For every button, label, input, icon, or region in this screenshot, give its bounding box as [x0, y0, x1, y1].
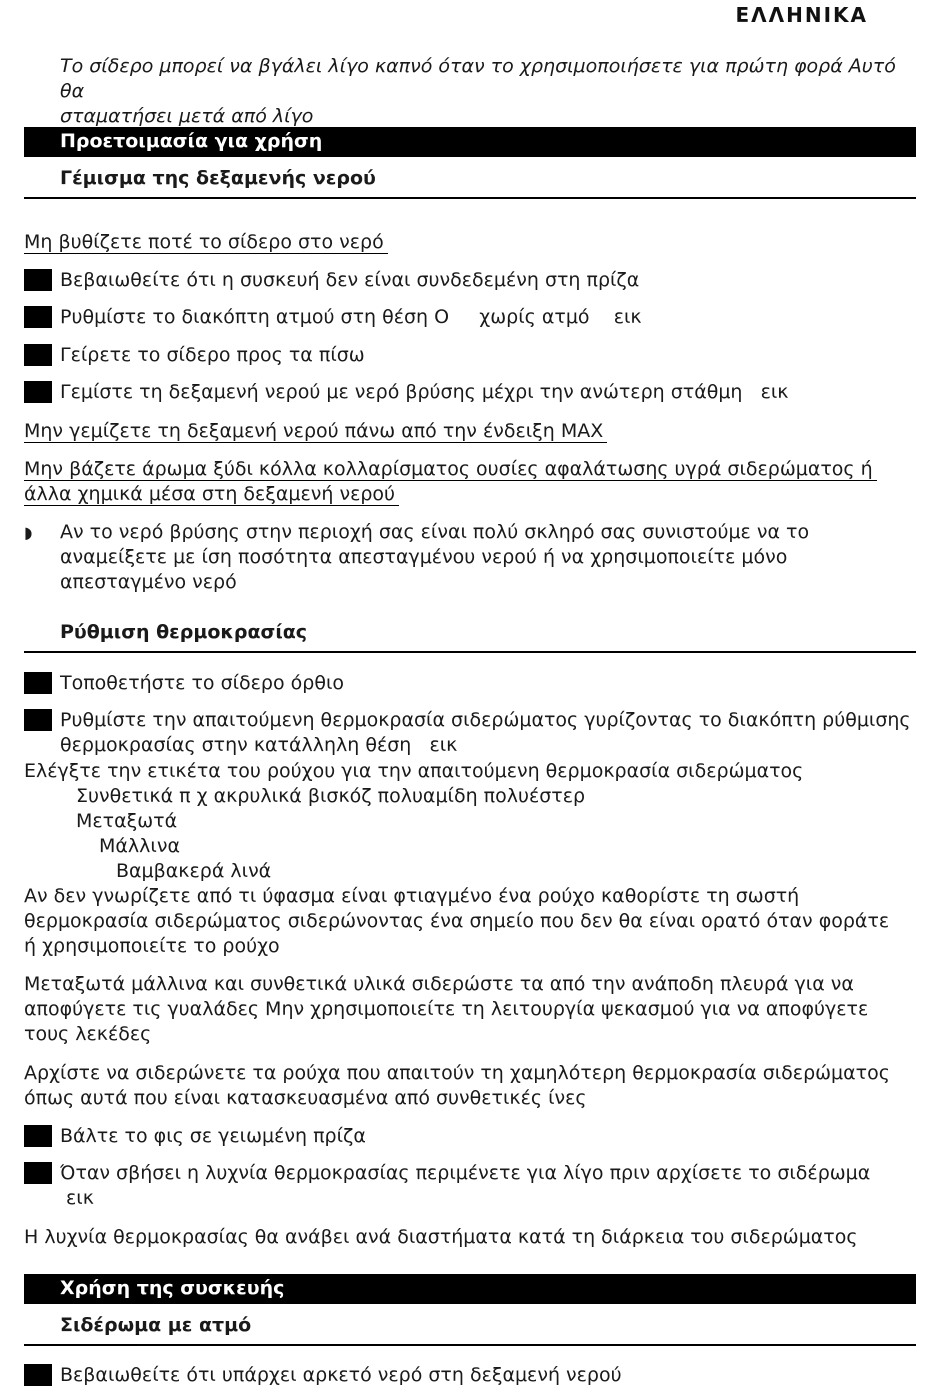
step-text: Τοποθετήστε το σίδερο όρθιο [60, 672, 345, 694]
note-paragraph [24, 1225, 916, 1250]
step-text: Γεμίστε τη δεξαμενή νερού με νερό βρύσης μέχρι την ανώτερη στάθμη εικ [60, 381, 789, 403]
step-text: Ρυθμίστε την απαιτούμενη θερμοκρασία σιδερώματος γυρίζοντας το διακόπτη ρύθμισης [60, 709, 911, 731]
section-heading-text: Προετοιμασία για χρήση [60, 130, 323, 152]
warning-note [24, 457, 877, 507]
step-marker [24, 306, 52, 328]
step-item [24, 380, 916, 405]
fabric-label-check [24, 759, 916, 884]
paragraph [24, 972, 916, 1047]
paragraph-line: όπως αυτά που είναι κατασκευασμένα από συνθετικές ίνες [24, 1087, 587, 1109]
note-text: Η λυχνία θερμοκρασίας θα ανάβει ανά διαστήματα κατά τη διάρκεια του σιδερώματος [24, 1226, 858, 1248]
tip-line: απεσταγμένο νερό [60, 571, 237, 593]
step-item [24, 671, 916, 696]
intro-line: Το σίδερο μπορεί να βγάλει λίγο καπνό όταν το χρησιμοποιήσετε για πρώτη φορά Αυτό θα [60, 55, 896, 102]
check-label-text: Ελέγξτε την ετικέτα του ρούχου για την απαιτούμενη θερμοκρασία σιδερώματος [24, 760, 804, 782]
step-text: Γείρετε το σίδερο προς τα πίσω [60, 344, 365, 366]
step-item [24, 1124, 916, 1149]
fabric-item: Συνθετικά π χ ακρυλικά βισκόζ πολυαμίδη πολυέστερ [76, 785, 586, 807]
paragraph-line: θερμοκρασία σιδερώματος σιδερώνοντας ένα σημείο που δεν θα είναι ορατό όταν φοράτε [24, 910, 890, 932]
section-heading-preparation [24, 127, 916, 157]
step-item [24, 708, 916, 758]
step-marker [24, 344, 52, 366]
fabric-item: Βαμβακερά λινά [116, 860, 272, 882]
tip-line: Αν το νερό βρύσης στην περιοχή σας είναι πολύ σκληρό σας συνιστούμε να το [60, 521, 810, 543]
warning-text: Μην γεμίζετε τη δεξαμενή νερού πάνω από την ένδειξη MAX [24, 420, 607, 443]
warning-text: Μη βυθίζετε ποτέ το σίδερο στο νερό [24, 231, 388, 254]
fabric-item: Μάλλινα [99, 835, 180, 857]
step-item [24, 1363, 916, 1388]
paragraph-line: τους λεκέδες [24, 1023, 152, 1045]
step-item [24, 1161, 916, 1211]
fabric-item: Μεταξωτά [76, 810, 178, 832]
step-marker [24, 269, 52, 291]
section-heading-usage [24, 1274, 916, 1304]
tip-item [24, 520, 916, 595]
warning-text: άλλα χημικά μέσα στη δεξαμενή νερού [24, 483, 399, 506]
step-text: Όταν σβήσει η λυχνία θερμοκρασίας περιμένετε για λίγο πριν αρχίσετε το σιδέρωμα [60, 1162, 871, 1184]
paragraph [24, 884, 916, 959]
language-label: ΕΛΛΗΝΙΚΑ [735, 3, 868, 27]
step-text: Ρυθμίστε το διακόπτη ατμού στη θέση O χωρίς ατμό εικ [60, 306, 642, 328]
step-text: Βεβαιωθείτε ότι η συσκευή δεν είναι συνδεδεμένη στη πρίζα [60, 269, 640, 291]
step-marker [24, 1162, 52, 1184]
step-text: εικ [66, 1187, 94, 1209]
tip-line: αναμείξετε με ίση ποσότητα απεσταγμένου νερού ή να χρησιμοποιείτε μόνο [60, 546, 788, 568]
subsection-heading-text: Σιδέρωμα με ατμό [60, 1314, 252, 1336]
subsection-heading-fill-tank [24, 166, 916, 199]
step-marker [24, 709, 52, 731]
step-marker [24, 1125, 52, 1147]
paragraph-line: Αρχίστε να σιδερώνετε τα ρούχα που απαιτούν τη χαμηλότερη θερμοκρασία σιδερώματος [24, 1062, 890, 1084]
paragraph-line: αποφύγετε τις γυαλάδες Μην χρησιμοποιείτε τη λειτουργία ψεκασμού για να αποφύγετε [24, 998, 869, 1020]
subsection-heading-steam-ironing [24, 1313, 916, 1346]
subsection-heading-text: Γέμισμα της δεξαμενής νερού [60, 167, 376, 189]
subsection-heading-temperature [24, 620, 916, 653]
warning-text: Μην βάζετε άρωμα ξύδι κόλλα κολλαρίσματος ουσίες αφαλάτωσης υγρά σιδερώματος ή [24, 458, 877, 481]
warning-note [24, 230, 388, 255]
step-text: Βεβαιωθείτε ότι υπάρχει αρκετό νερό στη δεξαμενή νερού [60, 1364, 622, 1386]
paragraph-line: Αν δεν γνωρίζετε από τι ύφασμα είναι φτιαγμένο ένα ρούχο καθορίστε τη σωστή [24, 885, 800, 907]
step-item [24, 343, 916, 368]
intro-paragraph [60, 54, 900, 129]
step-text: Βάλτε το φις σε γειωμένη πρίζα [60, 1125, 366, 1147]
paragraph [24, 1061, 916, 1111]
step-item [24, 305, 916, 330]
step-item [24, 268, 916, 293]
step-marker [24, 1364, 52, 1386]
intro-line: σταματήσει μετά από λίγο [60, 105, 314, 127]
tip-bullet-icon: ◗ [24, 523, 33, 542]
warning-note [24, 419, 607, 444]
paragraph-line: ή χρησιμοποιείτε το ρούχο [24, 935, 280, 957]
subsection-heading-text: Ρύθμιση θερμοκρασίας [60, 621, 308, 643]
step-marker [24, 381, 52, 403]
step-text: θερμοκρασίας στην κατάλληλη θέση εικ [60, 734, 458, 756]
step-marker [24, 672, 52, 694]
section-heading-text: Χρήση της συσκευής [60, 1277, 285, 1299]
paragraph-line: Μεταξωτά μάλλινα και συνθετικά υλικά σιδερώστε τα από την ανάποδη πλευρά για να [24, 973, 854, 995]
